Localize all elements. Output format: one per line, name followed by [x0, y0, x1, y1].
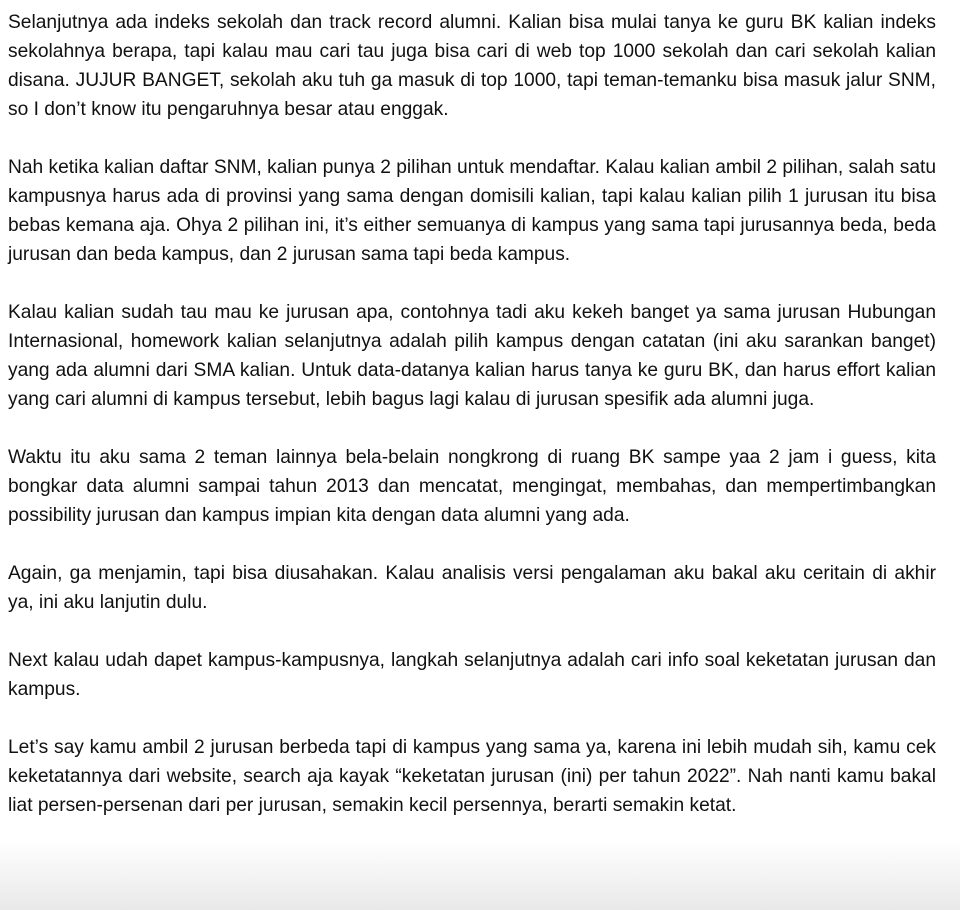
- paragraph-snm-choices: Nah ketika kalian daftar SNM, kalian punya 2 pilihan untuk mendaftar. Kalau kalian ambil 2 pilihan, salah satu kampusnya harus ada di provinsi yang sama dengan domisili kalian, tapi kalau kalian pilih 1 jurusan itu bisa bebas kemana aja. Ohya 2 pilihan ini, it’s either semuanya di kampus yang sama tapi jurusannya beda, beda jurusan dan beda kampus, dan 2 jurusan sama tapi beda kampus.: [8, 157, 936, 265]
- paragraph-again: Again, ga menjamin, tapi bisa diusahakan. Kalau analisis versi pengalaman aku bakal aku ceritain di akhir ya, ini aku lanjutin dulu.: [8, 563, 936, 613]
- paragraph-next-step: Next kalau udah dapet kampus-kampusnya, langkah selanjutnya adalah cari info soal keketatan jurusan dan kampus.: [8, 650, 936, 700]
- bottom-fade-overlay: [0, 840, 960, 910]
- paragraph-keketatan: Let’s say kamu ambil 2 jurusan berbeda tapi di kampus yang sama ya, karena ini lebih mudah sih, kamu cek keketatannya dari website, search aja kayak “keketatan jurusan (ini) per tahun 2022”. Nah nanti kamu bakal liat persen-persenan dari per jurusan, semakin kecil persennya, berarti semakin ketat.: [8, 737, 936, 816]
- paragraph-alumni-data: Waktu itu aku sama 2 teman lainnya bela-belain nongkrong di ruang BK sampe yaa 2 jam i guess, kita bongkar data alumni sampai tahun 2013 dan mencatat, mengingat, membahas, dan mempertimbangkan possibility jurusan dan kampus impian kita dengan data alumni yang ada.: [8, 447, 936, 526]
- paragraph-choose-campus: Kalau kalian sudah tau mau ke jurusan apa, contohnya tadi aku kekeh banget ya sama jurusan Hubungan Internasional, homework kalian selanjutnya adalah pilih kampus dengan catatan (ini aku sarankan banget) yang ada alumni dari SMA kalian. Untuk data-datanya kalian harus tanya ke guru BK, dan harus effort kalian yang cari alumni di kampus tersebut, lebih bagus lagi kalau di jurusan spesifik ada alumni juga.: [8, 302, 936, 410]
- document-body: [8, 8, 936, 849]
- paragraph-school-index: Selanjutnya ada indeks sekolah dan track record alumni. Kalian bisa mulai tanya ke guru BK kalian indeks sekolahnya berapa, tapi kalau mau cari tau juga bisa cari di web top 1000 sekolah dan cari sekolah kalian disana. JUJUR BANGET, sekolah aku tuh ga masuk di top 1000, tapi teman-temanku bisa masuk jalur SNM, so I don’t know itu pengaruhnya besar atau enggak.: [8, 12, 936, 120]
